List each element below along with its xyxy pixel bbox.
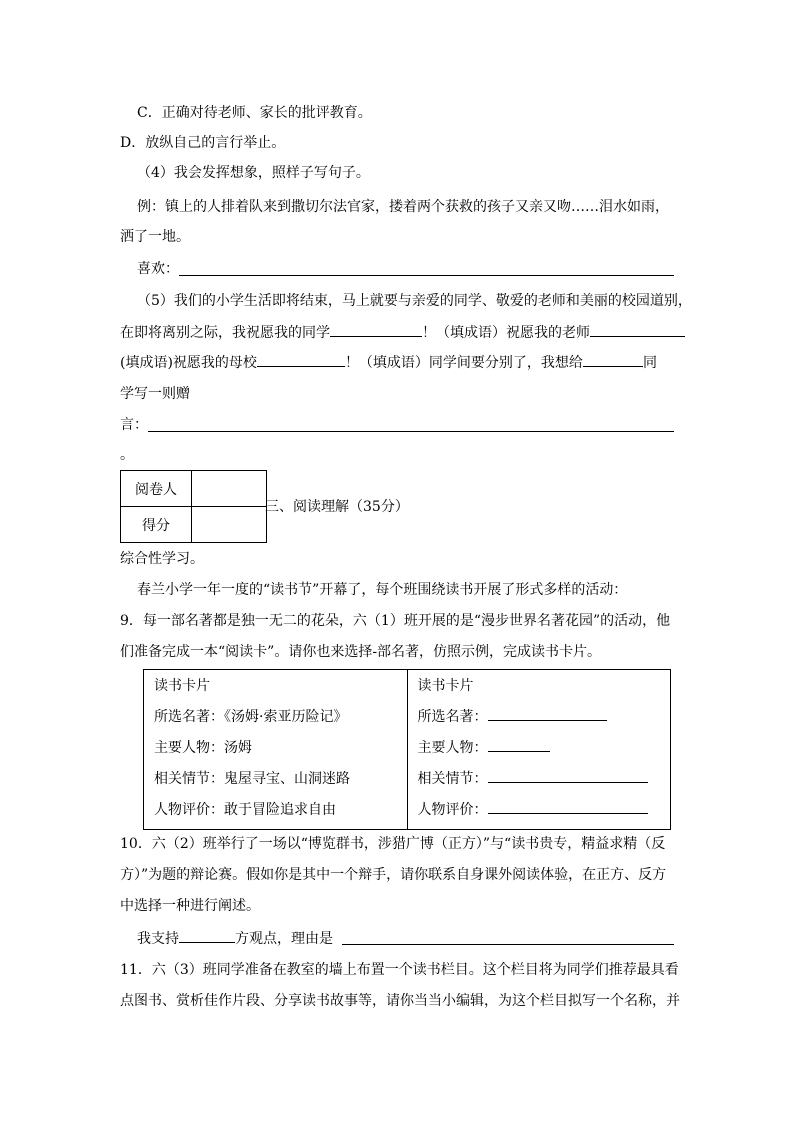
q4-example-line2: 洒了一地。	[120, 229, 190, 245]
q10-support-b: 方观点，理由是	[235, 931, 333, 947]
q5-line1: （5）我们的小学生活即将结束，马上就要与亲爱的同学、敬爱的老师和美丽的校园道别，	[137, 293, 692, 309]
answer-card-character-blank[interactable]	[488, 737, 550, 752]
q5-line4: 学写一则赠	[120, 386, 190, 402]
q5-line3-c: 同	[642, 355, 657, 371]
score-label: 得分	[121, 507, 192, 543]
answer-card-evaluation-row	[418, 798, 671, 829]
answer-card	[407, 670, 671, 830]
answer-card-plot-row	[418, 767, 671, 798]
score-table	[120, 470, 267, 543]
example-card-evaluation: 人物评价：敢于冒险追求自由	[154, 802, 336, 818]
answer-card-title: 读书卡片	[417, 678, 474, 694]
q11-line1: 11．六（3）班同学准备在教室的墙上布置一个读书栏目。这个栏目将为同学们推荐最具看	[120, 962, 679, 978]
answer-card-evaluation-blank[interactable]	[488, 799, 648, 814]
q5-line3	[120, 352, 657, 373]
q5-message-row	[120, 415, 674, 435]
option-c: C．正确对待老师、家长的批评教育。	[137, 105, 372, 121]
answer-card-book-blank[interactable]	[488, 706, 607, 721]
q10-support-a: 我支持	[137, 931, 179, 947]
q5-message-label: 言：	[120, 417, 148, 433]
q10-line1: 10．六（2）班举行了一场以“博览群书，涉猎广博（正方）”与“读书贵专，精益求精（反	[120, 836, 666, 852]
q5-message-blank[interactable]	[148, 431, 674, 432]
q5-blank-school[interactable]	[257, 352, 345, 367]
q10-line2: 方）”为题的辩论赛。假如你是其中一个辩手，请你联系自身课外阅读体验，在正方、反方	[120, 867, 667, 883]
answer-card-plot-label: 相关情节：	[417, 771, 488, 787]
example-card-character: 主要人物：汤姆	[154, 740, 252, 756]
q5-blank-teacher[interactable]	[590, 322, 685, 337]
q10-reason-blank[interactable]	[342, 944, 674, 945]
answer-card-character-row	[418, 736, 671, 767]
example-card-title: 读书卡片	[154, 678, 210, 694]
answer-card-plot-blank[interactable]	[488, 768, 648, 783]
example-card	[144, 670, 408, 830]
q10-support-row	[120, 928, 674, 949]
q10-side-blank[interactable]	[179, 928, 235, 943]
example-card-book: 所选名著：《汤姆·索亚历险记》	[154, 709, 348, 725]
q5-line3-a: (填成语)祝愿我的母校	[120, 355, 257, 371]
q5-blank-classmate-name[interactable]	[583, 352, 643, 367]
q5-line3-b: ！（填成语）同学间要分别了，我想给	[344, 355, 583, 371]
q4-example-line1: 例：镇上的人排着队来到撒切尔法官家，搂着两个获救的孩子又亲又吻……泪水如雨，	[137, 199, 669, 215]
section-intro: 春兰小学一年一度的“读书节”开幕了，每个班围绕读书开展了形式多样的活动：	[137, 582, 628, 598]
q5-line6: 。	[120, 447, 134, 463]
answer-card-book-row	[418, 705, 671, 736]
q5-line2-b: ！（填成语）祝愿我的老师	[422, 325, 590, 341]
q5-line2-a: 在即将离别之际，我祝愿我的同学	[120, 325, 330, 341]
answer-card-evaluation-label: 人物评价：	[417, 802, 488, 818]
reading-cards-table	[143, 669, 671, 830]
score-cell[interactable]	[192, 507, 267, 543]
section-title: 三、阅读理解（35分）	[265, 499, 409, 515]
example-card-plot: 相关情节：鬼屋寻宝、山洞迷路	[154, 771, 350, 787]
q4-answer-row	[120, 259, 674, 279]
reviewer-label: 阅卷人	[121, 471, 192, 507]
q11-line2: 点图书、赏析佳作片段、分享读书故事等，请你当当小编辑，为这个栏目拟写一个名称，并	[120, 993, 680, 1009]
q9-line2: 们准备完成一本“阅读卡”。请你也来选择-部名著，仿照示例，完成读书卡片。	[120, 644, 602, 660]
q4-answer-label: 喜欢：	[137, 261, 179, 277]
q5-blank-classmate[interactable]	[330, 322, 422, 337]
answer-card-character-label: 主要人物：	[417, 740, 488, 756]
section-sub: 综合性学习。	[120, 551, 204, 567]
q4-answer-blank[interactable]	[179, 275, 674, 276]
q9-line1: 9．每一部名著都是独一无二的花朵，六（1）班开展的是“漫步世界名著花园”的活动，他	[120, 613, 671, 629]
q4-stem: （4）我会发挥想象，照样子写句子。	[137, 165, 370, 181]
q10-line3: 中选择一种进行阐述。	[120, 898, 260, 914]
answer-card-book-label: 所选名著：	[417, 709, 488, 725]
q5-line2	[120, 322, 685, 343]
reviewer-cell[interactable]	[192, 471, 267, 507]
option-d: D．放纵自己的言行举止。	[120, 135, 286, 151]
